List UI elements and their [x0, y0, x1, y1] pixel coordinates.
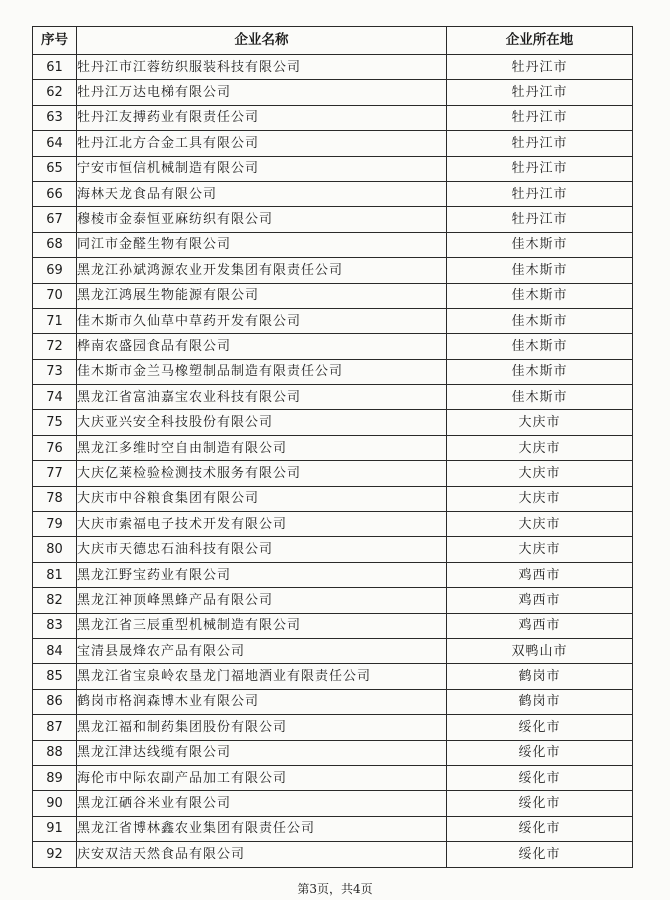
- company-name: 大庆市中谷粮食集团有限公司: [77, 486, 447, 511]
- enterprise-table: [32, 26, 633, 868]
- company-name: 宝清县晟烽农产品有限公司: [77, 638, 447, 663]
- company-name: 黑龙江神顶峰黑蜂产品有限公司: [77, 588, 447, 613]
- table-row: [33, 588, 633, 613]
- row-number: 76: [33, 435, 77, 460]
- row-number: 80: [33, 537, 77, 562]
- table-row: [33, 55, 633, 80]
- table-row: [33, 105, 633, 130]
- table-row: [33, 334, 633, 359]
- company-location: 鹤岗市: [447, 664, 633, 689]
- row-number: 79: [33, 512, 77, 537]
- company-location: 大庆市: [447, 461, 633, 486]
- company-location: 大庆市: [447, 410, 633, 435]
- company-name: 牡丹江市江蓉纺织服装科技有限公司: [77, 55, 447, 80]
- company-name: 黑龙江津达线缆有限公司: [77, 740, 447, 765]
- company-location: 绥化市: [447, 816, 633, 841]
- table-row: [33, 689, 633, 714]
- company-location: 大庆市: [447, 512, 633, 537]
- row-number: 77: [33, 461, 77, 486]
- row-number: 92: [33, 842, 77, 867]
- row-number: 69: [33, 258, 77, 283]
- table-row: [33, 461, 633, 486]
- row-number: 90: [33, 791, 77, 816]
- row-number: 75: [33, 410, 77, 435]
- table-row: [33, 486, 633, 511]
- row-number: 72: [33, 334, 77, 359]
- company-location: 牡丹江市: [447, 156, 633, 181]
- table-row: [33, 308, 633, 333]
- table-row: [33, 715, 633, 740]
- table-row: [33, 638, 633, 663]
- row-number: 63: [33, 105, 77, 130]
- company-location: 佳木斯市: [447, 232, 633, 257]
- table-row: [33, 283, 633, 308]
- table-row: [33, 791, 633, 816]
- company-location: 鹤岗市: [447, 689, 633, 714]
- table-row: [33, 816, 633, 841]
- company-location: 绥化市: [447, 765, 633, 790]
- company-location: 牡丹江市: [447, 181, 633, 206]
- row-number: 61: [33, 55, 77, 80]
- company-location: 佳木斯市: [447, 283, 633, 308]
- table-row: [33, 562, 633, 587]
- page-footer: 第3页，共4页: [297, 882, 373, 896]
- row-number: 81: [33, 562, 77, 587]
- company-name: 宁安市恒信机械制造有限公司: [77, 156, 447, 181]
- company-location: 佳木斯市: [447, 258, 633, 283]
- row-number: 74: [33, 385, 77, 410]
- company-location: 大庆市: [447, 486, 633, 511]
- row-number: 88: [33, 740, 77, 765]
- company-location: 绥化市: [447, 791, 633, 816]
- table-row: [33, 435, 633, 460]
- table-row: [33, 80, 633, 105]
- row-number: 89: [33, 765, 77, 790]
- company-name: 佳木斯市金兰马橡塑制品制造有限责任公司: [77, 359, 447, 384]
- company-name: 佳木斯市久仙草中草药开发有限公司: [77, 308, 447, 333]
- company-name: 黑龙江野宝药业有限公司: [77, 562, 447, 587]
- row-number: 83: [33, 613, 77, 638]
- table-row: [33, 842, 633, 867]
- company-location: 牡丹江市: [447, 131, 633, 156]
- company-location: 鸡西市: [447, 562, 633, 587]
- company-name: 穆棱市金泰恒亚麻纺织有限公司: [77, 207, 447, 232]
- row-number: 62: [33, 80, 77, 105]
- company-name: 黑龙江硒谷米业有限公司: [77, 791, 447, 816]
- company-location: 牡丹江市: [447, 207, 633, 232]
- table-row: [33, 664, 633, 689]
- table-row: [33, 385, 633, 410]
- header-name: 企业名称: [77, 27, 447, 55]
- company-name: 黑龙江省宝泉岭农垦龙门福地酒业有限责任公司: [77, 664, 447, 689]
- company-location: 绥化市: [447, 715, 633, 740]
- row-number: 67: [33, 207, 77, 232]
- table-row: [33, 207, 633, 232]
- row-number: 87: [33, 715, 77, 740]
- table-row: [33, 410, 633, 435]
- table-header-row: [33, 27, 633, 55]
- row-number: 91: [33, 816, 77, 841]
- row-number: 70: [33, 283, 77, 308]
- company-name: 桦南农盛园食品有限公司: [77, 334, 447, 359]
- company-name: 鹤岗市格润森博木业有限公司: [77, 689, 447, 714]
- company-location: 牡丹江市: [447, 80, 633, 105]
- company-name: 海林天龙食品有限公司: [77, 181, 447, 206]
- row-number: 64: [33, 131, 77, 156]
- company-location: 绥化市: [447, 842, 633, 867]
- company-location: 大庆市: [447, 537, 633, 562]
- header-num: 序号: [33, 27, 77, 55]
- row-number: 66: [33, 181, 77, 206]
- table-row: [33, 181, 633, 206]
- table-row: [33, 359, 633, 384]
- company-name: 大庆亚兴安全科技股份有限公司: [77, 410, 447, 435]
- company-name: 黑龙江省三辰重型机械制造有限公司: [77, 613, 447, 638]
- company-name: 牡丹江万达电梯有限公司: [77, 80, 447, 105]
- company-location: 牡丹江市: [447, 55, 633, 80]
- table-row: [33, 765, 633, 790]
- table-row: [33, 258, 633, 283]
- company-location: 绥化市: [447, 740, 633, 765]
- company-name: 大庆亿莱检验检测技术服务有限公司: [77, 461, 447, 486]
- company-name: 海伦市中际农副产品加工有限公司: [77, 765, 447, 790]
- company-location: 佳木斯市: [447, 385, 633, 410]
- table-row: [33, 740, 633, 765]
- company-name: 黑龙江孙斌鸿源农业开发集团有限责任公司: [77, 258, 447, 283]
- company-name: 黑龙江多维时空自由制造有限公司: [77, 435, 447, 460]
- table-row: [33, 537, 633, 562]
- row-number: 86: [33, 689, 77, 714]
- table-row: [33, 156, 633, 181]
- company-name: 大庆市天德忠石油科技有限公司: [77, 537, 447, 562]
- company-name: 黑龙江省博林鑫农业集团有限责任公司: [77, 816, 447, 841]
- company-location: 牡丹江市: [447, 105, 633, 130]
- company-name: 牡丹江友搏药业有限责任公司: [77, 105, 447, 130]
- company-name: 黑龙江福和制药集团股份有限公司: [77, 715, 447, 740]
- company-location: 鸡西市: [447, 588, 633, 613]
- document-page: [32, 26, 632, 868]
- company-name: 大庆市索福电子技术开发有限公司: [77, 512, 447, 537]
- row-number: 65: [33, 156, 77, 181]
- company-name: 庆安双洁天然食品有限公司: [77, 842, 447, 867]
- company-location: 佳木斯市: [447, 308, 633, 333]
- company-name: 黑龙江省富油嘉宝农业科技有限公司: [77, 385, 447, 410]
- row-number: 84: [33, 638, 77, 663]
- company-location: 佳木斯市: [447, 359, 633, 384]
- company-name: 同江市金醛生物有限公司: [77, 232, 447, 257]
- company-location: 双鸭山市: [447, 638, 633, 663]
- company-location: 佳木斯市: [447, 334, 633, 359]
- company-location: 大庆市: [447, 435, 633, 460]
- row-number: 82: [33, 588, 77, 613]
- company-name: 牡丹江北方合金工具有限公司: [77, 131, 447, 156]
- table-row: [33, 512, 633, 537]
- row-number: 71: [33, 308, 77, 333]
- row-number: 68: [33, 232, 77, 257]
- table-row: [33, 232, 633, 257]
- header-location: 企业所在地: [447, 27, 633, 55]
- row-number: 85: [33, 664, 77, 689]
- table-row: [33, 613, 633, 638]
- company-location: 鸡西市: [447, 613, 633, 638]
- row-number: 78: [33, 486, 77, 511]
- table-row: [33, 131, 633, 156]
- company-name: 黑龙江鸿展生物能源有限公司: [77, 283, 447, 308]
- row-number: 73: [33, 359, 77, 384]
